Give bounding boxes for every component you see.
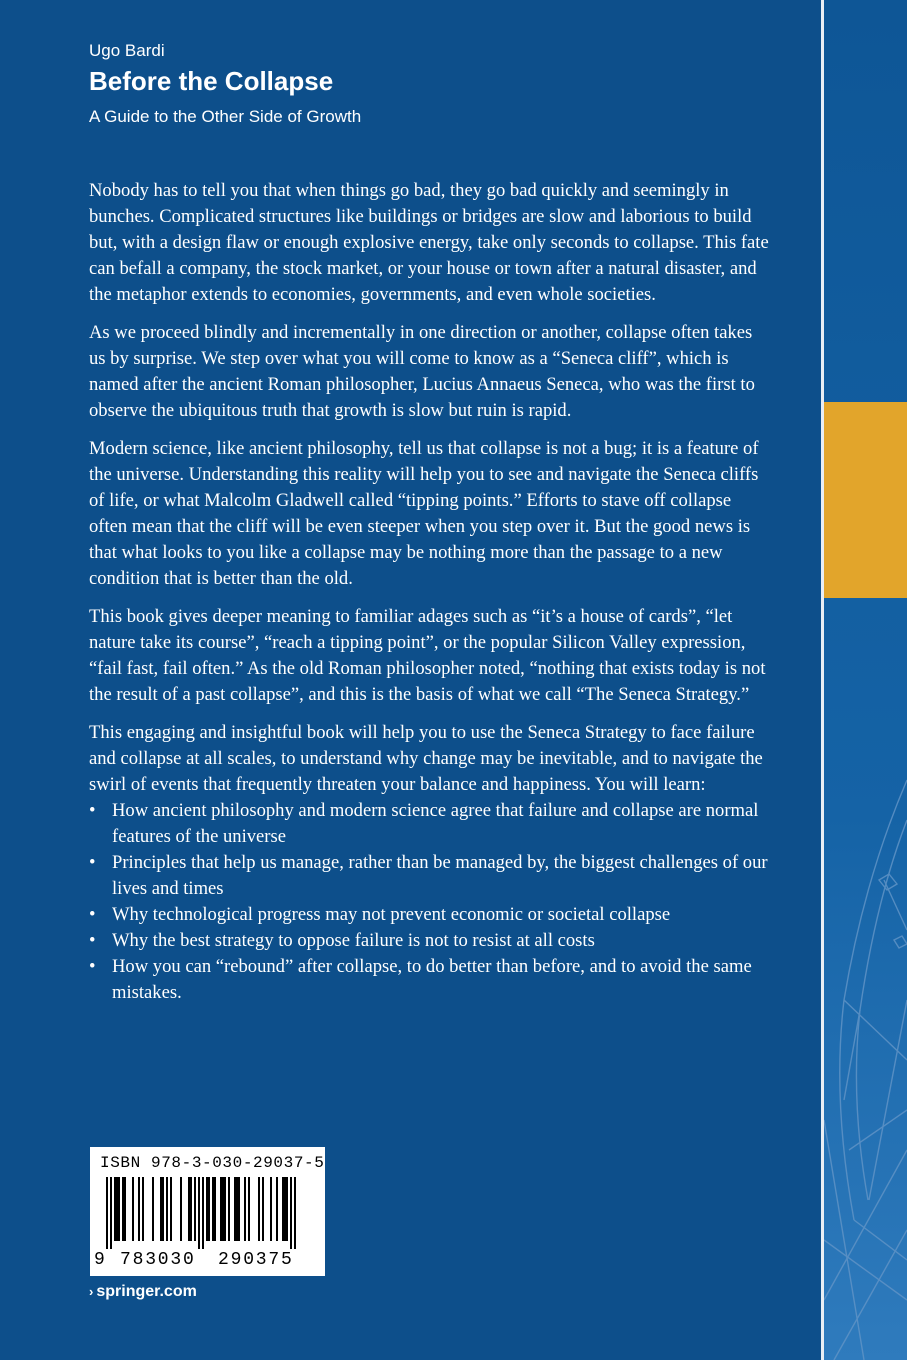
barcode-bar bbox=[118, 1177, 120, 1241]
barcode-bars bbox=[106, 1177, 311, 1249]
ferris-wheel-illustration bbox=[824, 0, 907, 1360]
barcode-bar bbox=[162, 1177, 164, 1241]
blurb-text bbox=[89, 178, 769, 1006]
barcode-bar bbox=[234, 1177, 236, 1241]
list-item bbox=[89, 798, 769, 850]
barcode-bar bbox=[114, 1177, 116, 1241]
barcode-bar bbox=[238, 1177, 240, 1241]
barcode-bar bbox=[170, 1177, 172, 1241]
side-strip bbox=[824, 0, 907, 1360]
barcode-bar bbox=[122, 1177, 124, 1241]
list-item bbox=[89, 850, 769, 902]
blurb-paragraph-3: Modern science, like ancient philosophy, tell us that collapse is not a bug; it is a feature of the universe. Understanding this reality will help you to see and navigate the Seneca cliffs of life, or what Malcolm Gladwell called “tipping points.” Efforts to stave off collapse often mean that the cliff will be even steeper when you step over it. But the good news is that what looks to you like a collapse may be nothing more than the passage to a new condition that is better than the old. bbox=[89, 438, 759, 589]
list-item-text: Why technological progress may not prevent economic or societal collapse bbox=[112, 904, 671, 925]
barcode-bar bbox=[286, 1177, 288, 1241]
cover-header bbox=[89, 40, 361, 128]
barcode-bar bbox=[124, 1177, 126, 1241]
list-item-text: Principles that help us manage, rather than be managed by, the biggest challenges of our lives and times bbox=[112, 852, 768, 899]
barcode-bar bbox=[138, 1177, 140, 1241]
barcode-bar bbox=[190, 1177, 192, 1241]
learning-points-list bbox=[89, 798, 769, 1006]
barcode-guard-bar bbox=[290, 1177, 292, 1249]
barcode-guard-bar bbox=[294, 1177, 296, 1249]
barcode-bar bbox=[244, 1177, 246, 1241]
barcode-bar bbox=[180, 1177, 182, 1241]
bullet-icon: • bbox=[89, 930, 96, 951]
author-name: Ugo Bardi bbox=[89, 41, 165, 60]
publisher-url: springer.com bbox=[96, 1283, 197, 1300]
barcode-bar bbox=[262, 1177, 264, 1241]
blurb-paragraph-4: This book gives deeper meaning to familiar adages such as “it’s a house of cards”, “let nature take its course”, “reach a tipping point”, or the popular Silicon Valley expression, “fail fast, fail often.” As the old Roman philosopher noted, “nothing that exists today is not the result of a past collapse”, and this is the basis of what we call “The Seneca Strategy.” bbox=[89, 606, 766, 705]
blurb-paragraph-5: This engaging and insightful book will help you to use the Seneca Strategy to face failure and collapse at all scales, to understand why change may be inevitable, and to navigate the swirl of events that frequently threaten your balance and happiness. You will learn: bbox=[89, 722, 763, 795]
list-item-text: How you can “rebound” after collapse, to do better than before, and to avoid the same mistakes. bbox=[112, 956, 752, 1003]
barcode-bar bbox=[228, 1177, 230, 1241]
barcode-bar bbox=[188, 1177, 190, 1241]
barcode-bar bbox=[152, 1177, 154, 1241]
barcode-bar bbox=[276, 1177, 278, 1241]
barcode-bar bbox=[116, 1177, 118, 1241]
barcode-bar bbox=[194, 1177, 196, 1241]
bullet-icon: • bbox=[89, 852, 96, 873]
ean-right-group: 290375 bbox=[218, 1250, 294, 1270]
barcode-bar bbox=[236, 1177, 238, 1241]
barcode-bar bbox=[222, 1177, 224, 1241]
barcode-guard-bar bbox=[202, 1177, 204, 1249]
barcode-guard-bar bbox=[198, 1177, 200, 1249]
book-subtitle: A Guide to the Other Side of Growth bbox=[89, 107, 362, 126]
barcode-bar bbox=[206, 1177, 208, 1241]
barcode-bar bbox=[214, 1177, 216, 1241]
barcode-guard-bar bbox=[110, 1177, 112, 1249]
ean-lead-digit: 9 bbox=[94, 1250, 105, 1270]
barcode-bar bbox=[142, 1177, 144, 1241]
blurb-paragraph-1: Nobody has to tell you that when things go bad, they go bad quickly and seemingly in bunches. Complicated structures like buildings or bridges are slow and laborious to build but, with a design flaw or enough explosive energy, take only seconds to collapse. This fate can befall a company, the stock market, or your house or town after a natural disaster, and the metaphor extends to economies, governments, and even whole societies. bbox=[89, 180, 769, 305]
blurb-paragraph-2: As we proceed blindly and incrementally in one direction or another, collapse often takes us by surprise. We step over what you will come to know as a “Seneca cliff”, which is named after the ancient Roman philosopher, Lucius Annaeus Seneca, who was the first to observe the ubiquitous truth that growth is slow but ruin is rapid. bbox=[89, 322, 755, 421]
book-title: Before the Collapse bbox=[89, 66, 334, 96]
barcode-bar bbox=[248, 1177, 250, 1241]
bullet-icon: • bbox=[89, 956, 96, 977]
barcode-bar bbox=[132, 1177, 134, 1241]
barcode-bar bbox=[224, 1177, 226, 1241]
barcode-bar bbox=[208, 1177, 210, 1241]
barcode-bar bbox=[212, 1177, 214, 1241]
list-item-text: Why the best strategy to oppose failure is not to resist at all costs bbox=[112, 930, 595, 951]
isbn-barcode bbox=[90, 1147, 325, 1276]
barcode-bar bbox=[270, 1177, 272, 1241]
bullet-icon: • bbox=[89, 904, 96, 925]
list-item-text: How ancient philosophy and modern science agree that failure and collapse are normal features of the universe bbox=[112, 800, 759, 847]
publisher-link[interactable] bbox=[89, 1281, 197, 1303]
chevron-right-icon: › bbox=[89, 1284, 94, 1299]
barcode-bar bbox=[284, 1177, 286, 1241]
barcode-guard-bar bbox=[106, 1177, 108, 1249]
bullet-icon: • bbox=[89, 800, 96, 821]
ean-left-group: 783030 bbox=[120, 1250, 196, 1270]
barcode-bar bbox=[220, 1177, 222, 1241]
barcode-bar bbox=[160, 1177, 162, 1241]
barcode-bar bbox=[282, 1177, 284, 1241]
list-item bbox=[89, 902, 769, 928]
barcode-bar bbox=[166, 1177, 168, 1241]
list-item bbox=[89, 928, 769, 954]
isbn-label: ISBN 978-3-030-29037-5 bbox=[100, 1154, 325, 1172]
barcode-bar bbox=[258, 1177, 260, 1241]
list-item bbox=[89, 954, 769, 1006]
